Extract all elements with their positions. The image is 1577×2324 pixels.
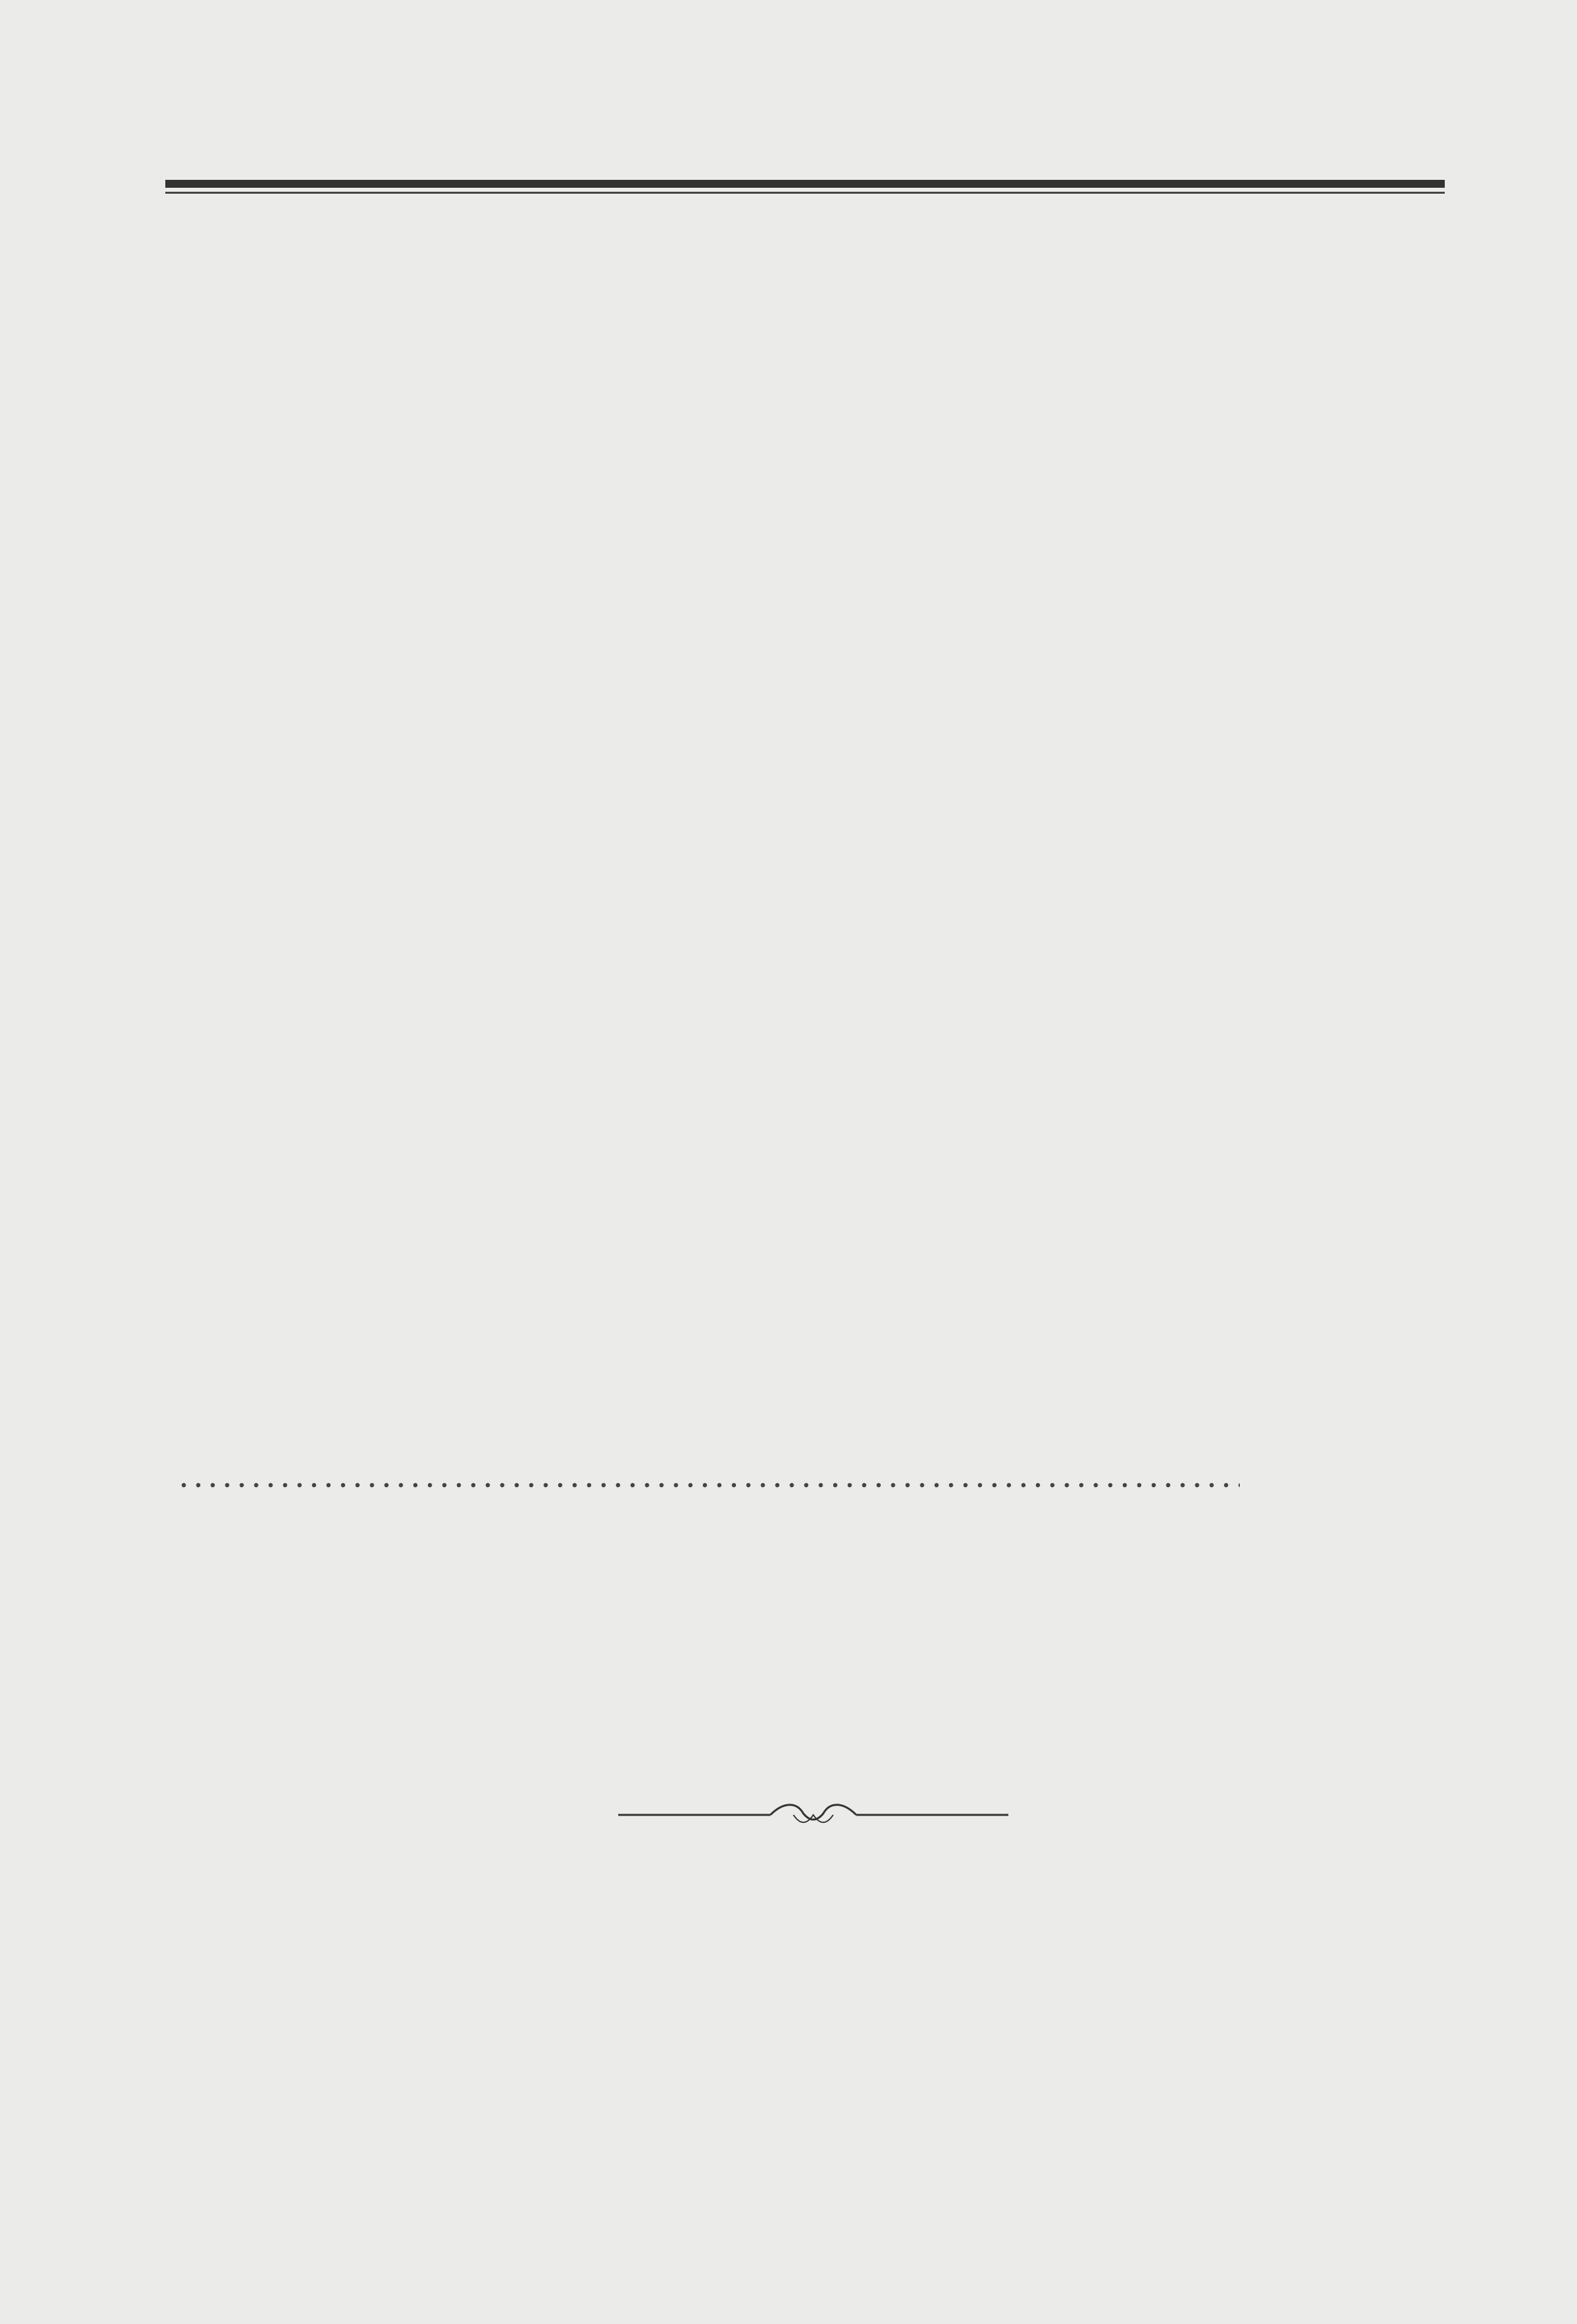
- header-rule-thick: [165, 180, 1445, 188]
- leader-dots: [179, 1457, 1240, 1495]
- header-rule-thin: [165, 192, 1445, 194]
- contents-entry: [173, 1457, 1240, 1503]
- ornament-divider: [618, 1795, 1008, 1828]
